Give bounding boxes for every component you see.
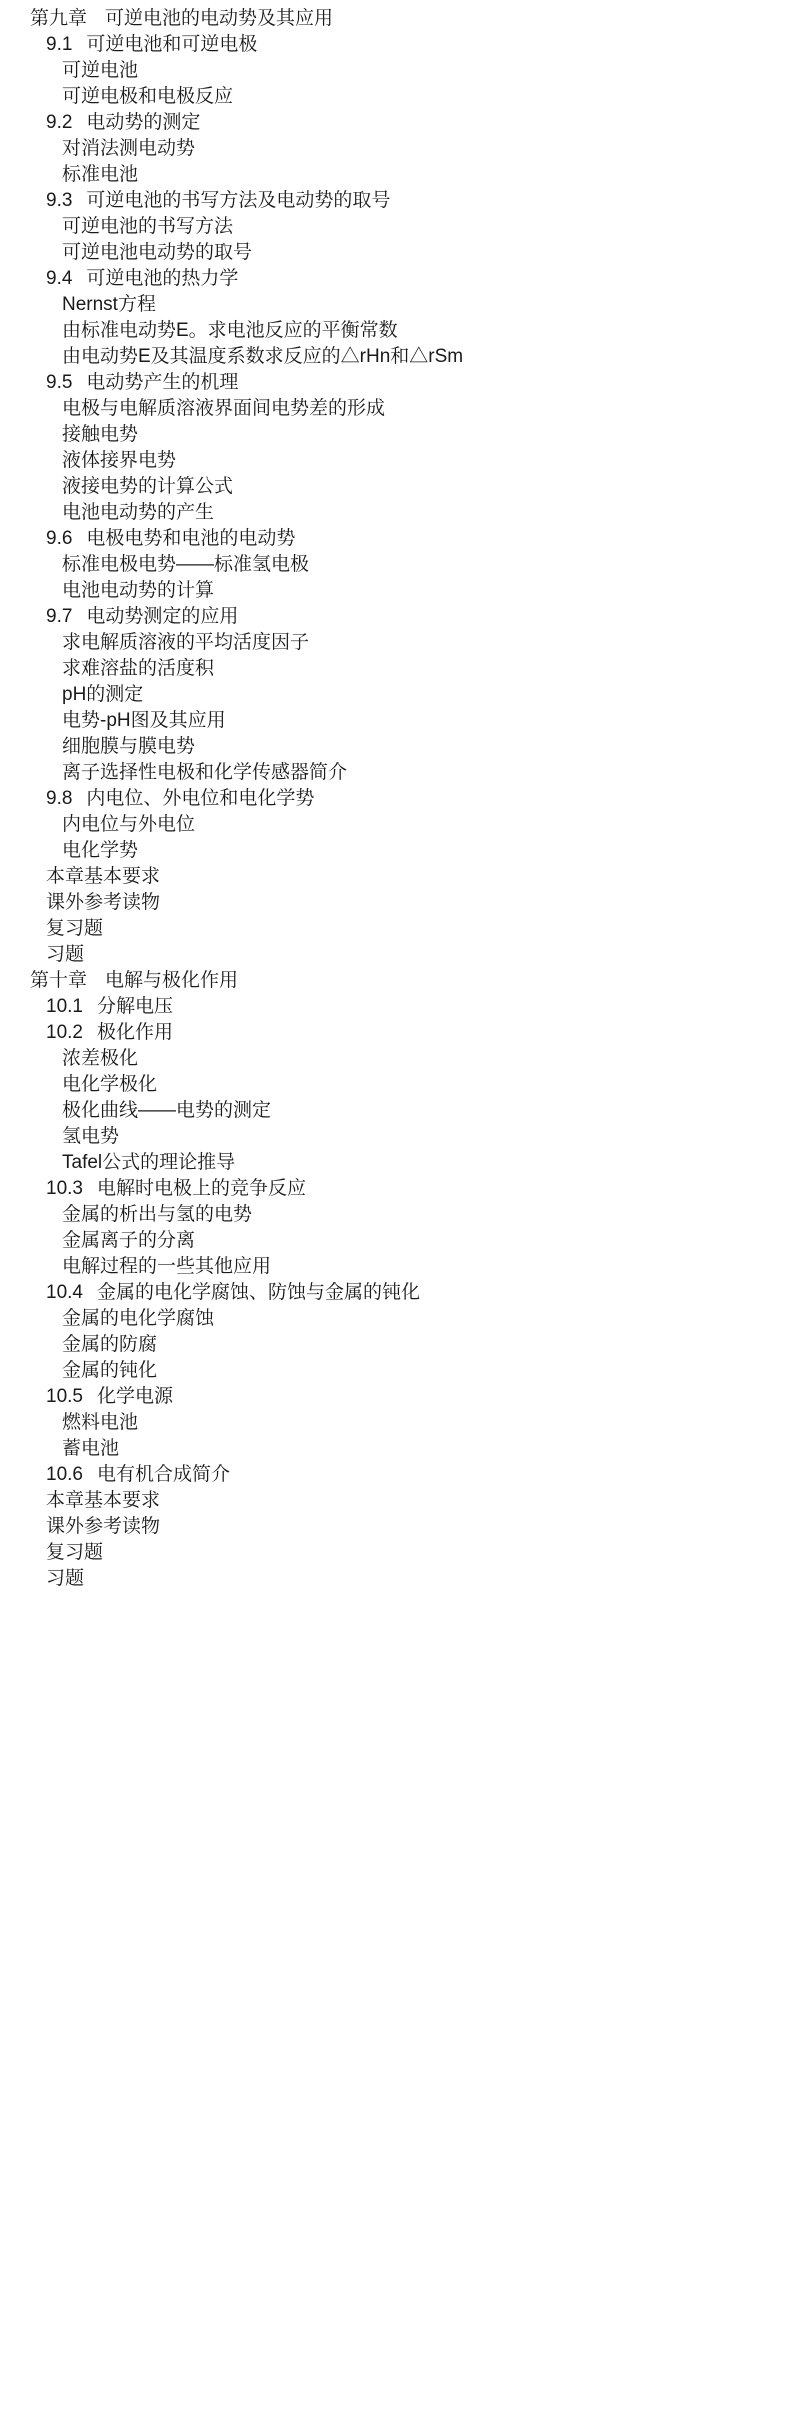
toc-entry-label: 氢电势 — [62, 1126, 120, 1147]
toc-entry-label: 内电位与外电位 — [62, 814, 196, 835]
toc-subsection-entry[interactable] — [0, 422, 790, 448]
toc-entry-number: 10.6 — [46, 1464, 83, 1485]
toc-entry-number: 第十章 — [30, 970, 88, 991]
toc-section-entry[interactable] — [0, 1020, 790, 1046]
toc-entry-label: 离子选择性电极和化学传感器简介 — [62, 762, 348, 783]
toc-section-entry[interactable] — [0, 1280, 790, 1306]
toc-entry-number: 10.4 — [46, 1282, 83, 1303]
toc-subsection-entry[interactable] — [0, 1410, 790, 1436]
toc-subsection-entry[interactable] — [0, 58, 790, 84]
toc-subsection-entry[interactable] — [0, 1072, 790, 1098]
toc-entry-label: 金属的电化学腐蚀 — [62, 1308, 215, 1329]
toc-entry-label: 标准电极电势——标准氢电极 — [62, 554, 310, 575]
toc-entry-label: 可逆电池的书写方法及电动势的取号 — [86, 190, 391, 211]
toc-subsection-entry[interactable] — [0, 136, 790, 162]
toc-entry-number: 10.5 — [46, 1386, 83, 1407]
toc-entry-label: 金属的防腐 — [62, 1334, 158, 1355]
toc-subsection-entry[interactable] — [0, 760, 790, 786]
toc-entry-label: 电势-pH图及其应用 — [62, 710, 226, 731]
toc-subsection-entry[interactable] — [0, 448, 790, 474]
toc-entry-label: 细胞膜与膜电势 — [62, 736, 196, 757]
toc-entry-label: 由电动势E及其温度系数求反应的△rHn和△rSm — [62, 346, 464, 367]
toc-section-entry[interactable] — [0, 370, 790, 396]
toc-chapter-entry[interactable] — [0, 968, 790, 994]
toc-entry-label: 可逆电池电动势的取号 — [62, 242, 253, 263]
toc-entry-label: 电解时电极上的竞争反应 — [96, 1178, 306, 1199]
toc-section-entry[interactable] — [0, 1384, 790, 1410]
toc-subsection-entry[interactable] — [0, 1202, 790, 1228]
toc-subsection-entry[interactable] — [0, 1228, 790, 1254]
toc-entry-label: 求难溶盐的活度积 — [62, 658, 215, 679]
toc-subsection-entry[interactable] — [0, 162, 790, 188]
toc-backmatter-entry[interactable] — [0, 1514, 790, 1540]
toc-entry-label: 课外参考读物 — [46, 1516, 161, 1537]
toc-entry-label: 电极与电解质溶液界面间电势差的形成 — [62, 398, 386, 419]
toc-entry-number: 9.4 — [46, 268, 73, 289]
toc-entry-label: 金属的析出与氢的电势 — [62, 1204, 253, 1225]
toc-backmatter-entry[interactable] — [0, 916, 790, 942]
toc-entry-label: 复习题 — [46, 918, 104, 939]
toc-entry-number: 9.3 — [46, 190, 73, 211]
toc-entry-label: pH的测定 — [62, 684, 144, 705]
toc-subsection-entry[interactable] — [0, 214, 790, 240]
toc-subsection-entry[interactable] — [0, 240, 790, 266]
toc-entry-label: 电化学势 — [62, 840, 139, 861]
toc-subsection-entry[interactable] — [0, 552, 790, 578]
toc-entry-label: 极化作用 — [96, 1022, 173, 1043]
toc-entry-number: 9.8 — [46, 788, 73, 809]
toc-subsection-entry[interactable] — [0, 708, 790, 734]
toc-entry-label: 电解过程的一些其他应用 — [62, 1256, 272, 1277]
toc-entry-label: 电池电动势的产生 — [62, 502, 215, 523]
toc-entry-label: 可逆电池 — [62, 60, 139, 81]
toc-subsection-entry[interactable] — [0, 344, 790, 370]
toc-subsection-entry[interactable] — [0, 734, 790, 760]
toc-entry-label: 习题 — [46, 944, 85, 965]
toc-entry-label: 金属离子的分离 — [62, 1230, 196, 1251]
toc-subsection-entry[interactable] — [0, 1332, 790, 1358]
toc-entry-label: 求电解质溶液的平均活度因子 — [62, 632, 310, 653]
toc-subsection-entry[interactable] — [0, 812, 790, 838]
toc-section-entry[interactable] — [0, 32, 790, 58]
toc-entry-number: 9.1 — [46, 34, 73, 55]
toc-entry-label: Tafel公式的理论推导 — [62, 1152, 236, 1173]
toc-section-entry[interactable] — [0, 188, 790, 214]
toc-backmatter-entry[interactable] — [0, 1540, 790, 1566]
toc-subsection-entry[interactable] — [0, 1098, 790, 1124]
toc-entry-label: Nernst方程 — [62, 294, 156, 315]
toc-subsection-entry[interactable] — [0, 1150, 790, 1176]
toc-entry-label: 电有机合成简介 — [96, 1464, 230, 1485]
toc-backmatter-entry[interactable] — [0, 864, 790, 890]
toc-section-entry[interactable] — [0, 994, 790, 1020]
toc-subsection-entry[interactable] — [0, 630, 790, 656]
toc-entry-number: 10.3 — [46, 1178, 83, 1199]
toc-subsection-entry[interactable] — [0, 318, 790, 344]
toc-subsection-entry[interactable] — [0, 578, 790, 604]
toc-section-entry[interactable] — [0, 1462, 790, 1488]
toc-entry-label: 复习题 — [46, 1542, 104, 1563]
toc-entry-label: 本章基本要求 — [46, 1490, 161, 1511]
toc-entry-label: 电解与极化作用 — [105, 970, 239, 991]
toc-entry-label: 由标准电动势E。求电池反应的平衡常数 — [62, 320, 398, 341]
toc-entry-label: 液体接界电势 — [62, 450, 177, 471]
toc-entry-label: 极化曲线——电势的测定 — [62, 1100, 272, 1121]
toc-entry-label: 蓄电池 — [62, 1438, 120, 1459]
toc-entry-label: 金属的电化学腐蚀、防蚀与金属的钝化 — [96, 1282, 420, 1303]
toc-entry-number: 10.1 — [46, 996, 83, 1017]
toc-entry-label: 习题 — [46, 1568, 85, 1589]
toc-section-entry[interactable] — [0, 110, 790, 136]
toc-entry-label: 电动势的测定 — [86, 112, 201, 133]
toc-entry-label: 电动势产生的机理 — [86, 372, 239, 393]
toc-backmatter-entry[interactable] — [0, 942, 790, 968]
toc-subsection-entry[interactable] — [0, 292, 790, 318]
toc-entry-number: 9.5 — [46, 372, 73, 393]
toc-entry-label: 电动势测定的应用 — [86, 606, 239, 627]
toc-section-entry[interactable] — [0, 786, 790, 812]
toc-subsection-entry[interactable] — [0, 1306, 790, 1332]
toc-subsection-entry[interactable] — [0, 1436, 790, 1462]
toc-subsection-entry[interactable] — [0, 682, 790, 708]
toc-entry-label: 可逆电池的电动势及其应用 — [105, 8, 334, 29]
toc-subsection-entry[interactable] — [0, 500, 790, 526]
toc-entry-label: 电化学极化 — [62, 1074, 158, 1095]
toc-entry-label: 本章基本要求 — [46, 866, 161, 887]
toc-section-entry[interactable] — [0, 266, 790, 292]
toc-subsection-entry[interactable] — [0, 1046, 790, 1072]
toc-entry-label: 可逆电池的书写方法 — [62, 216, 234, 237]
toc-section-entry[interactable] — [0, 1176, 790, 1202]
toc-subsection-entry[interactable] — [0, 838, 790, 864]
toc-backmatter-entry[interactable] — [0, 1566, 790, 1592]
toc-entry-number: 第九章 — [30, 8, 88, 29]
toc-entry-label: 化学电源 — [96, 1386, 173, 1407]
toc-subsection-entry[interactable] — [0, 1124, 790, 1150]
toc-entry-label: 标准电池 — [62, 164, 139, 185]
toc-entry-number: 10.2 — [46, 1022, 83, 1043]
toc-entry-label: 分解电压 — [96, 996, 173, 1017]
toc-entry-number: 9.7 — [46, 606, 73, 627]
toc-entry-label: 可逆电池和可逆电极 — [86, 34, 258, 55]
toc-subsection-entry[interactable] — [0, 1254, 790, 1280]
toc-section-entry[interactable] — [0, 604, 790, 630]
toc-subsection-entry[interactable] — [0, 1358, 790, 1384]
toc-section-entry[interactable] — [0, 526, 790, 552]
toc-entry-label: 电极电势和电池的电动势 — [86, 528, 296, 549]
toc-entry-label: 课外参考读物 — [46, 892, 161, 913]
toc-entry-label: 对消法测电动势 — [62, 138, 196, 159]
toc-subsection-entry[interactable] — [0, 84, 790, 110]
toc-entry-label: 液接电势的计算公式 — [62, 476, 234, 497]
toc-chapter-entry[interactable] — [0, 6, 790, 32]
toc-entry-label: 内电位、外电位和电化学势 — [86, 788, 315, 809]
toc-backmatter-entry[interactable] — [0, 1488, 790, 1514]
toc-entry-label: 金属的钝化 — [62, 1360, 158, 1381]
toc-entry-label: 浓差极化 — [62, 1048, 139, 1069]
toc-entry-label: 电池电动势的计算 — [62, 580, 215, 601]
toc-entry-number: 9.2 — [46, 112, 73, 133]
toc-backmatter-entry[interactable] — [0, 890, 790, 916]
toc-subsection-entry[interactable] — [0, 474, 790, 500]
toc-subsection-entry[interactable] — [0, 656, 790, 682]
toc-subsection-entry[interactable] — [0, 396, 790, 422]
toc-entry-label: 可逆电极和电极反应 — [62, 86, 234, 107]
toc-entry-label: 燃料电池 — [62, 1412, 139, 1433]
toc-entry-number: 9.6 — [46, 528, 73, 549]
toc-entry-label: 接触电势 — [62, 424, 139, 445]
toc-entry-label: 可逆电池的热力学 — [86, 268, 239, 289]
